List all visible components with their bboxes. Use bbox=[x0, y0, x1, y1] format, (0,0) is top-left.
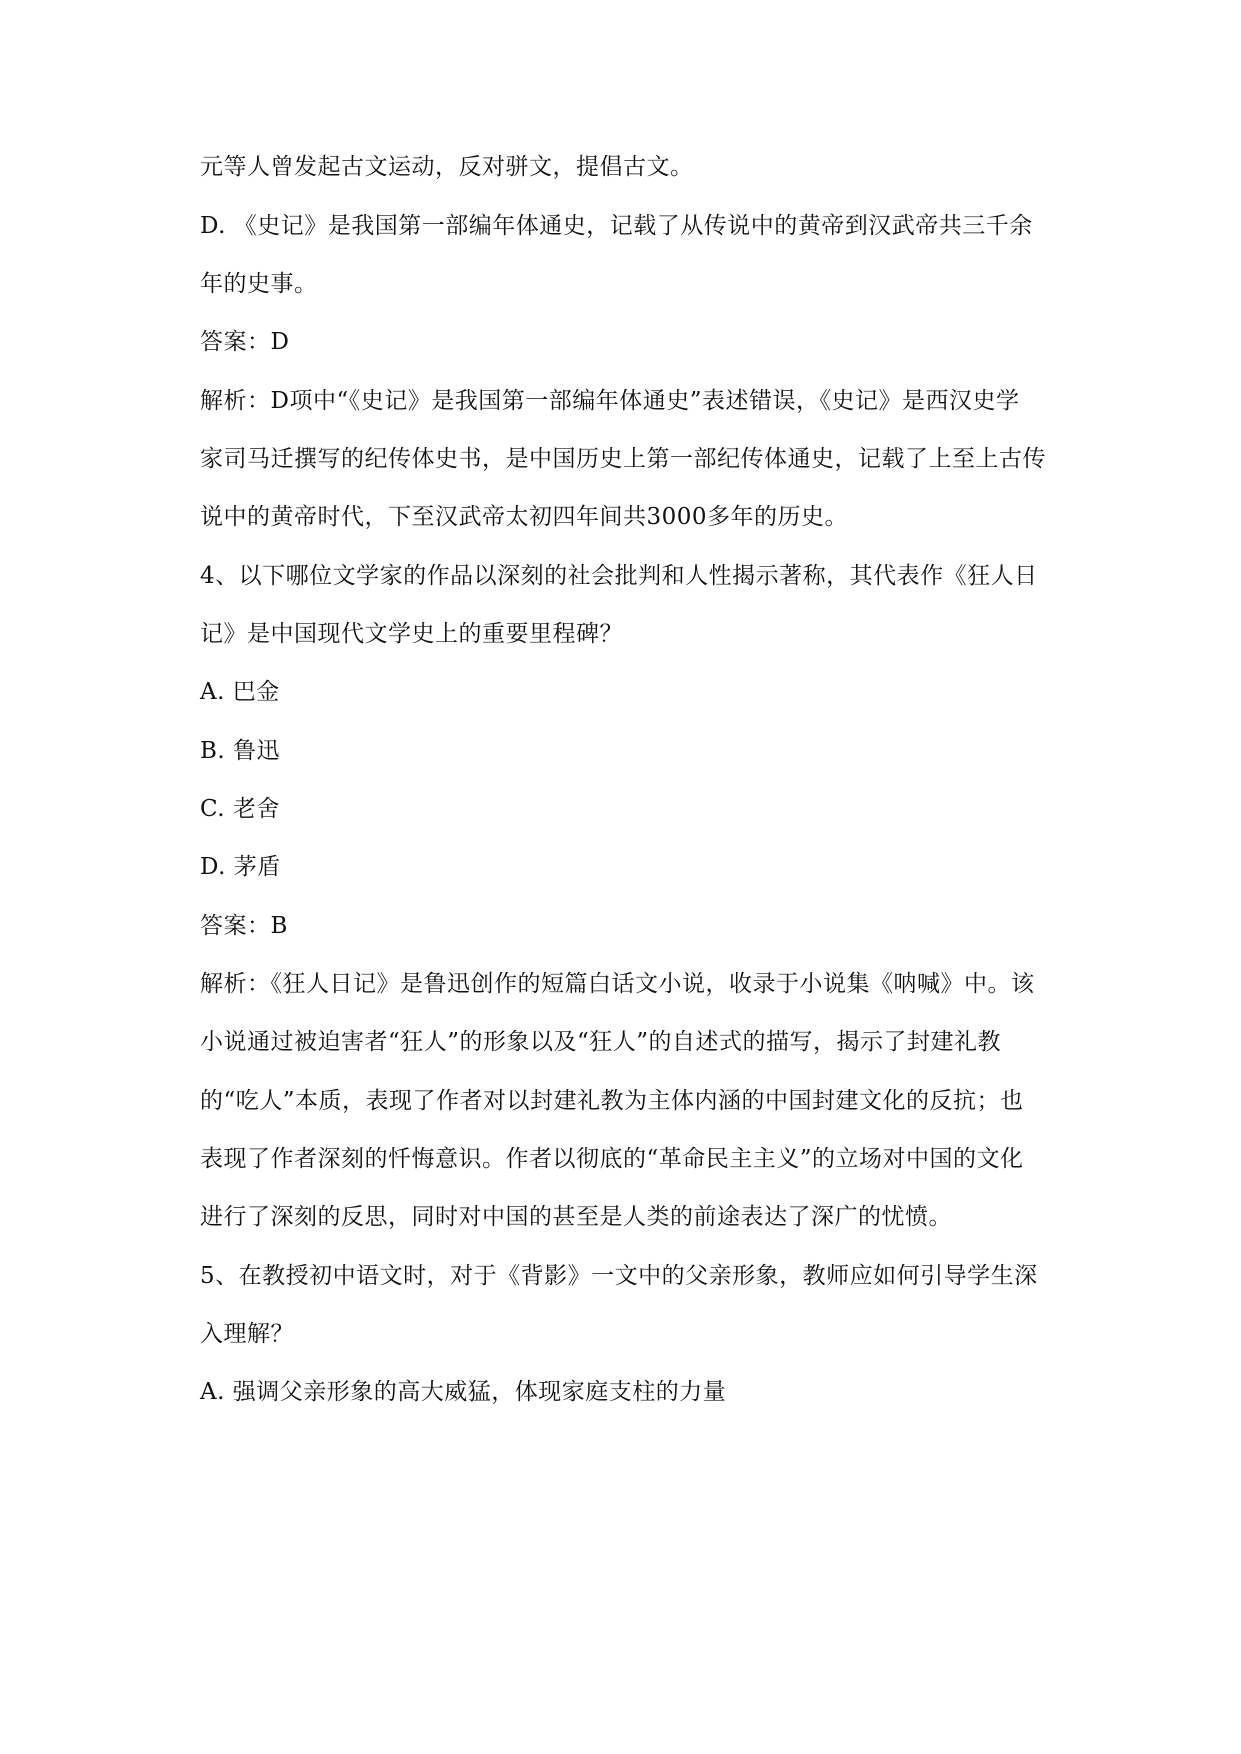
q3-option-d-line-2: 年的史事。 bbox=[200, 271, 318, 297]
q4-option-d: D. 茅盾 bbox=[200, 854, 281, 880]
q4-analysis-line-3: 的“吃人”本质，表现了作者对以封建礼教为主体内涵的中国封建文化的反抗；也 bbox=[200, 1088, 1024, 1114]
q4-analysis-line-5: 进行了深刻的反思，同时对中国的甚至是人类的前途表达了深广的忧愤。 bbox=[200, 1204, 952, 1230]
q5-stem-line-1: 5、在教授初中语文时，对于《背影》一文中的父亲形象，教师应如何引导学生深 bbox=[200, 1263, 1038, 1289]
q3-option-c-continuation: 元等人曾发起古文运动，反对骈文，提倡古文。 bbox=[200, 154, 694, 180]
q4-analysis-line-2: 小说通过被迫害者“狂人”的形象以及“狂人”的自述式的描写，揭示了封建礼教 bbox=[200, 1029, 1002, 1055]
q3-answer: 答案：D bbox=[200, 329, 290, 355]
q4-option-b: B. 鲁迅 bbox=[200, 738, 281, 764]
q4-option-c: C. 老舍 bbox=[200, 796, 280, 822]
q3-analysis-line-3: 说中的黄帝时代，下至汉武帝太初四年间共3000多年的历史。 bbox=[200, 504, 849, 530]
q4-analysis-line-1: 解析：《狂人日记》是鲁迅创作的短篇白话文小说，收录于小说集《呐喊》中。该 bbox=[200, 971, 1035, 997]
q3-analysis-line-1: 解析：D项中“《史记》是我国第一部编年体通史”表述错误，《史记》是西汉史学 bbox=[200, 388, 1020, 414]
q5-option-a: A. 强调父亲形象的高大威猛，体现家庭支柱的力量 bbox=[200, 1379, 727, 1405]
q4-stem-line-2: 记》是中国现代文学史上的重要里程碑？ bbox=[200, 621, 623, 647]
q3-analysis-line-2: 家司马迁撰写的纪传体史书，是中国历史上第一部纪传体通史，记载了上至上古传 bbox=[200, 446, 1046, 472]
q4-answer: 答案：B bbox=[200, 913, 288, 939]
q3-option-d-line-1: D. 《史记》是我国第一部编年体通史，记载了从传说中的黄帝到汉武帝共三千余 bbox=[200, 213, 1033, 239]
q4-option-a: A. 巴金 bbox=[200, 679, 280, 705]
q4-analysis-line-4: 表现了作者深刻的忏悔意识。作者以彻底的“革命民主主义”的立场对中国的文化 bbox=[200, 1146, 1024, 1172]
q5-stem-line-2: 入理解？ bbox=[200, 1321, 294, 1347]
q4-stem-line-1: 4、以下哪位文学家的作品以深刻的社会批判和人性揭示著称，其代表作《狂人日 bbox=[200, 563, 1038, 589]
